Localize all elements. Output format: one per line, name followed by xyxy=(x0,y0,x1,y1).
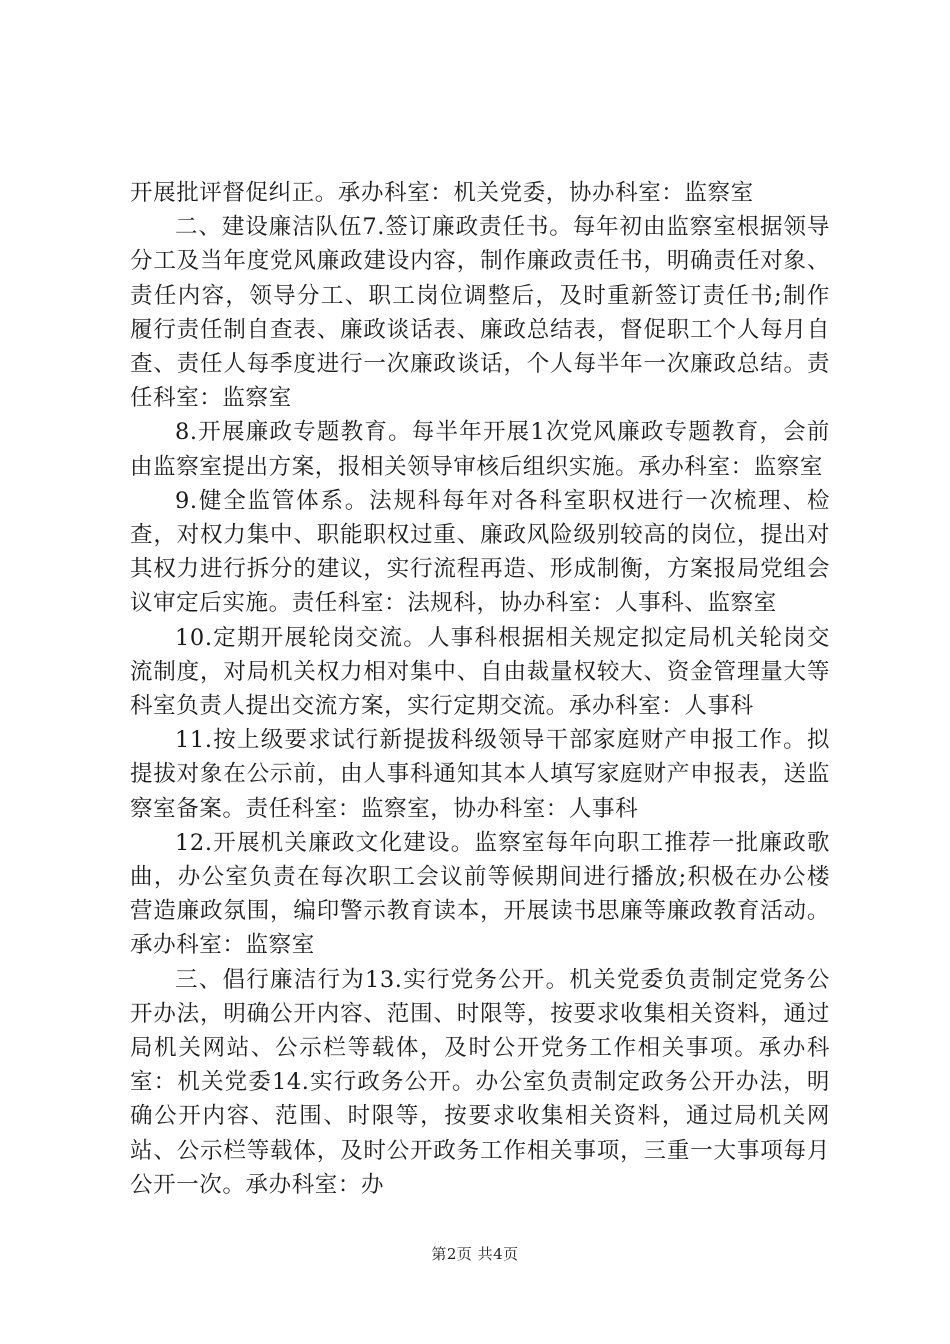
paragraph-1: 开展批评督促纠正。承办科室：机关党委，协办科室：监察室 xyxy=(130,180,754,206)
paragraph-3: 8.开展廉政专题教育。每半年开展1次党风廉政专题教育，会前由监察室提出方案，报相关领导审核后组织实施。承办科室：监察室 xyxy=(130,419,830,480)
paragraph-6: 11.按上级要求试行新提拔科级领导干部家庭财产申报工作。拟提拔对象在公示前，由人事科通知其本人填写家庭财产申报表，送监察室备案。责任科室：监察室，协办科室：人事科 xyxy=(130,727,830,822)
paragraph-7: 12.开展机关廉政文化建设。监察室每年向职工推荐一批廉政歌曲，办公室负责在每次职工会议前等候期间进行播放;积极在办公楼营造廉政氛围，编印警示教育读本，开展读书思廉等廉政教育活动。承办科室：监察室 xyxy=(130,829,830,959)
paragraph-5: 10.定期开展轮岗交流。人事科根据相关规定拟定局机关轮岗交流制度，对局机关权力相对集中、自由裁量权较大、资金管理量大等科室负责人提出交流方案，实行定期交流。承办科室：人事科 xyxy=(130,624,830,720)
document-body xyxy=(130,176,830,1202)
paragraph-8: 三、倡行廉洁行为13.实行党务公开。机关党委负责制定党务公开办法，明确公开内容、范围、时限等，按要求收集相关资料，通过局机关网站、公示栏等载体，及时公开党务工作相关事项。承办科室：机关党委14.实行政务公开。办公室负责制定政务公开办法，明确公开内容、范围、时限等，按要求收集相关资料，通过局机关网站、公示栏等载体，及时公开政务工作相关事项，三重一大事项每月公开一次。承办科室：办 xyxy=(130,966,830,1198)
paragraph-4: 9.健全监管体系。法规科每年对各科室职权进行一次梳理、检查，对权力集中、职能职权过重、廉政风险级别较高的岗位，提出对其权力进行拆分的建议，实行流程再造、形成制衡，方案报局党组会议审定后实施。责任科室：法规科，协办科室：人事科、监察室 xyxy=(130,487,830,617)
page-number-footer: 第2页 共4页 xyxy=(431,1245,519,1263)
paragraph-2: 二、建设廉洁队伍7.签订廉政责任书。每年初由监察室根据领导分工及当年度党风廉政建设内容，制作廉政责任书，明确责任对象、责任内容，领导分工、职工岗位调整后，及时重新签订责任书;制作履行责任制自查表、廉政谈话表、廉政总结表，督促职工个人每月自查、责任人每季度进行一次廉政谈话，个人每半年一次廉政总结。责任科室：监察室 xyxy=(130,214,830,412)
